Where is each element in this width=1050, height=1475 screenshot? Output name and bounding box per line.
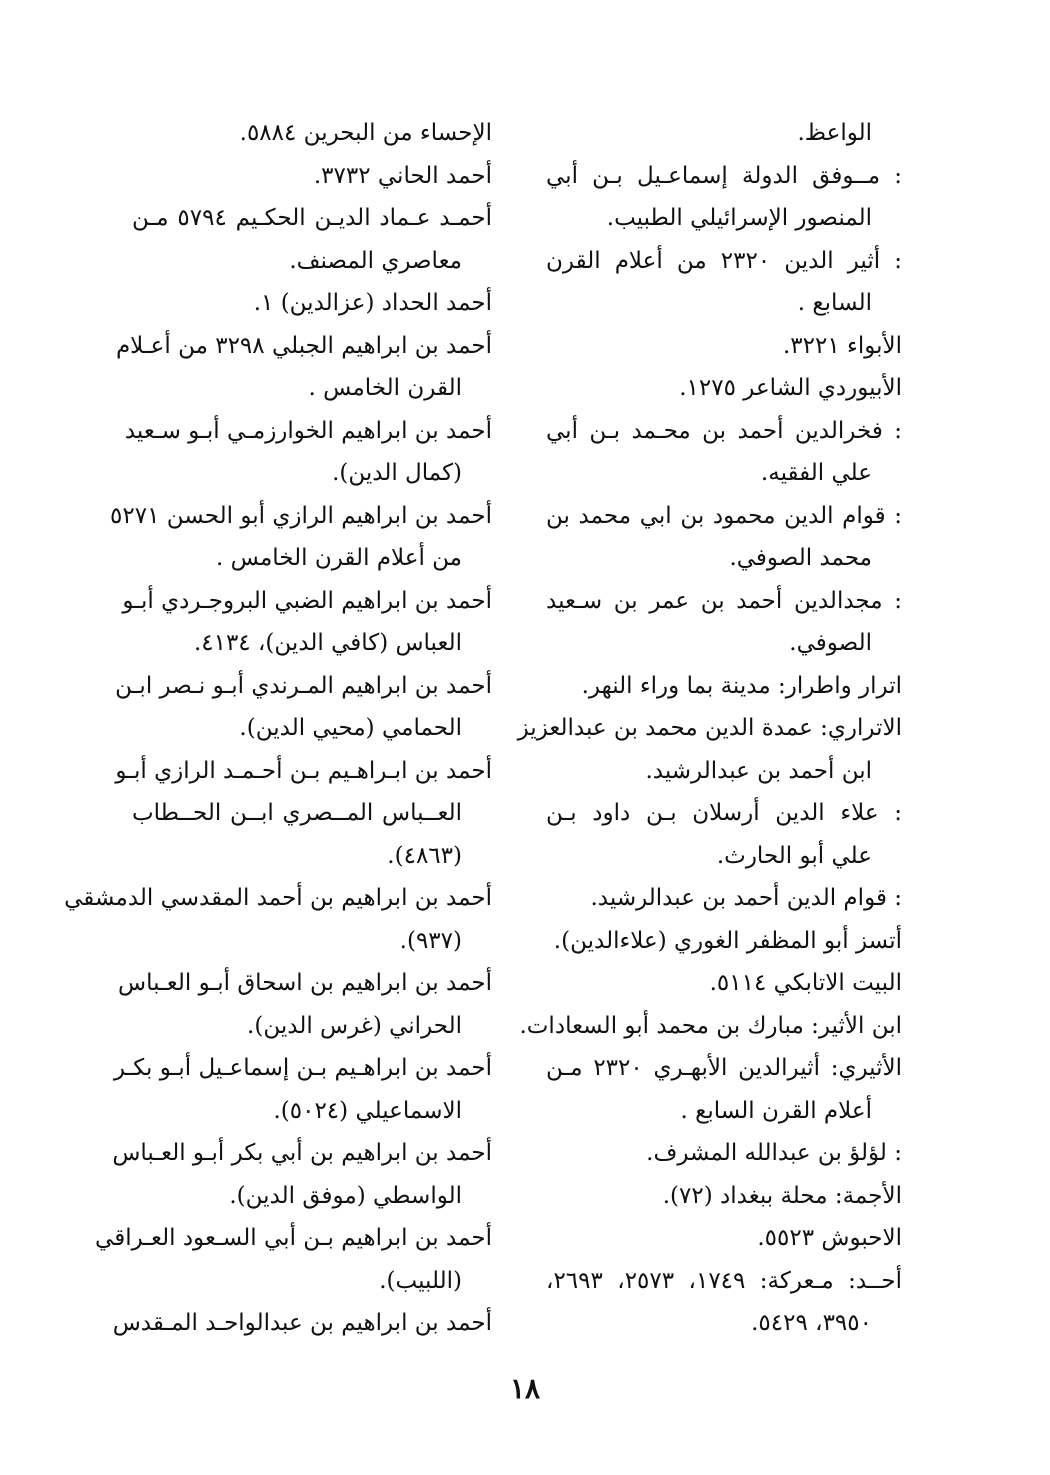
index-entry-line: الأبيوردي الشاعر ١٢٧٥. (679, 375, 902, 401)
index-entry-line: أحمـد عـماد الديـن الحكـيم ٥٧٩٤ مـن (132, 205, 492, 231)
left-column (64, 112, 492, 1345)
index-entry-continuation: الاسماعيلي (٥٠٢٤). (273, 1097, 462, 1124)
index-entry-continuation: الصوفي. (789, 630, 872, 656)
index-entry-continuation: (٩٣٧). (399, 927, 462, 954)
index-entry-continuation: ٣٩٥٠، ٥٤٢٩. (751, 1310, 872, 1336)
index-entry-line: : أثير الدين ٢٣٢٠ من أعلام القرن (546, 247, 902, 274)
index-entry-line: أحمد بن ابـراهـيم بـن أحـمـد الرازي أبـو (115, 757, 492, 784)
index-entry-line: أحــد: مـعركة: ١٧٤٩، ٢٥٧٣، ٢٦٩٣، (546, 1267, 903, 1294)
index-entry-continuation: ابن أحمد بن عبدالرشيد. (645, 757, 872, 784)
index-entry-continuation: أعلام القرن السابع . (680, 1097, 872, 1124)
index-entry-line: أحمد بن ابراهيم المـرندي أبـو نـصر ابـن (115, 672, 492, 699)
index-entry-line: : علاء الدين أرسلان بـن داود بـن (546, 800, 902, 826)
index-entry-line: الأبواء ٣٢٢١. (782, 332, 902, 359)
page-number: ١٨ (509, 1372, 541, 1405)
index-entry-continuation: (٤٨٦٣). (387, 842, 462, 869)
index-entry-line: أحمد بن ابراهيم بن أحمد المقدسي الدمشقي (64, 885, 492, 911)
index-entry-continuation: محمد الصوفي. (729, 545, 872, 571)
index-entry-continuation: السابع . (797, 290, 872, 316)
index-entry-line: الإحساء من البحرين ٥٨٨٤. (239, 120, 492, 146)
index-entry-line: الاحبوش ٥٥٢٣. (757, 1225, 902, 1251)
index-entry-line: اترار واطرار: مدينة بما وراء النهر. (581, 672, 902, 699)
index-entry-continuation: المنصور الإسرائيلي الطبيب. (606, 205, 872, 231)
index-entry-continuation: علي أبو الحارث. (716, 842, 872, 869)
index-entry-continuation: الحمامي (محيي الدين). (239, 715, 462, 741)
index-entry-line: أحمد بن ابراهيم الضبي البروجـردي أبـو (122, 587, 492, 614)
index-entry-line: الأجمة: محلة ببغداد (٧٢). (662, 1182, 902, 1209)
index-entry-line: أحمد بن ابراهيم بـن أبي السـعود العـراقي (95, 1225, 492, 1251)
index-entry-line: أحمد بن ابراهيم الرازي أبو الحسن ٥٢٧١ (110, 502, 492, 529)
index-entry-continuation: القرن الخامس . (308, 375, 462, 401)
index-entry-line: أحمد بن ابراهـيم بـن إسماعـيل أبـو بكـر (113, 1055, 492, 1081)
index-entry-line: : مــوفق الدولة إسماعـيل بـن أبي (546, 162, 902, 189)
index-entry-line: : قوام الدين محمود بن ابي محمد بن (546, 502, 902, 529)
right-column (517, 112, 903, 1345)
index-entry-line: : فخرالدين أحمد بن محـمد بـن أبي (546, 417, 902, 444)
index-entry-line: أحمد بن ابراهيم بن اسحاق أبـو العـباس (118, 970, 492, 996)
index-entry-line: ابن الأثير: مبارك بن محمد أبو السعادات. (519, 1012, 902, 1039)
index-entry-line: : لؤلؤ بن عبدالله المشرف. (646, 1140, 902, 1166)
index-entry-line: أتسز أبو المظفر الغوري (علاءالدين). (553, 927, 902, 954)
index-entry-line: أحمد الحاني ٣٧٣٢. (313, 162, 492, 189)
index-entry-line: البيت الاتابكي ٥١١٤. (709, 970, 902, 996)
index-entry-continuation: معاصري المصنف. (289, 247, 462, 274)
index-entry-line: أحمد بن ابراهيم بن عبدالواحـد المـقدس (112, 1310, 492, 1336)
index-entry-continuation: الواعظ. (797, 120, 872, 146)
index-entry-line: أحمد بن ابراهيم بن أبي بكر أبـو العـباس (112, 1140, 492, 1166)
index-entry-continuation: (كمال الدين). (332, 460, 462, 486)
index-entry-line: أحمد بن ابراهيم الجبلي ٣٢٩٨ من أعـلام (115, 332, 492, 359)
index-entry-continuation: العــباس المــصري ابــن الحــطاب (132, 800, 462, 826)
index-entry-continuation: علي الفقيه. (760, 460, 872, 486)
index-entry-continuation: (اللبيب). (379, 1267, 462, 1294)
index-entry-continuation: العباس (كافي الدين)، ٤١٣٤. (193, 630, 462, 656)
index-entry-continuation: الواسطي (موفق الدين). (229, 1182, 462, 1209)
index-entry-line: أحمد الحداد (عزالدين) ١. (253, 290, 492, 316)
index-entry-line: أحمد بن ابراهيم الخوارزمـي أبـو سـعيد (124, 417, 492, 444)
index-entry-line: : مجدالدين أحمد بن عمر بن سـعيد (546, 587, 902, 614)
index-entry-line: الأثيري: أثيرالدين الأبهـري ٢٣٢٠ مـن (546, 1055, 902, 1081)
index-entry-line: : قوام الدين أحمد بن عبدالرشيد. (590, 885, 902, 911)
index-entry-line: الاتراري: عمدة الدين محمد بن عبدالعزيز (517, 715, 902, 741)
index-entry-continuation: من أعلام القرن الخامس . (216, 545, 462, 571)
index-entry-continuation: الحراني (غرس الدين). (247, 1012, 462, 1039)
